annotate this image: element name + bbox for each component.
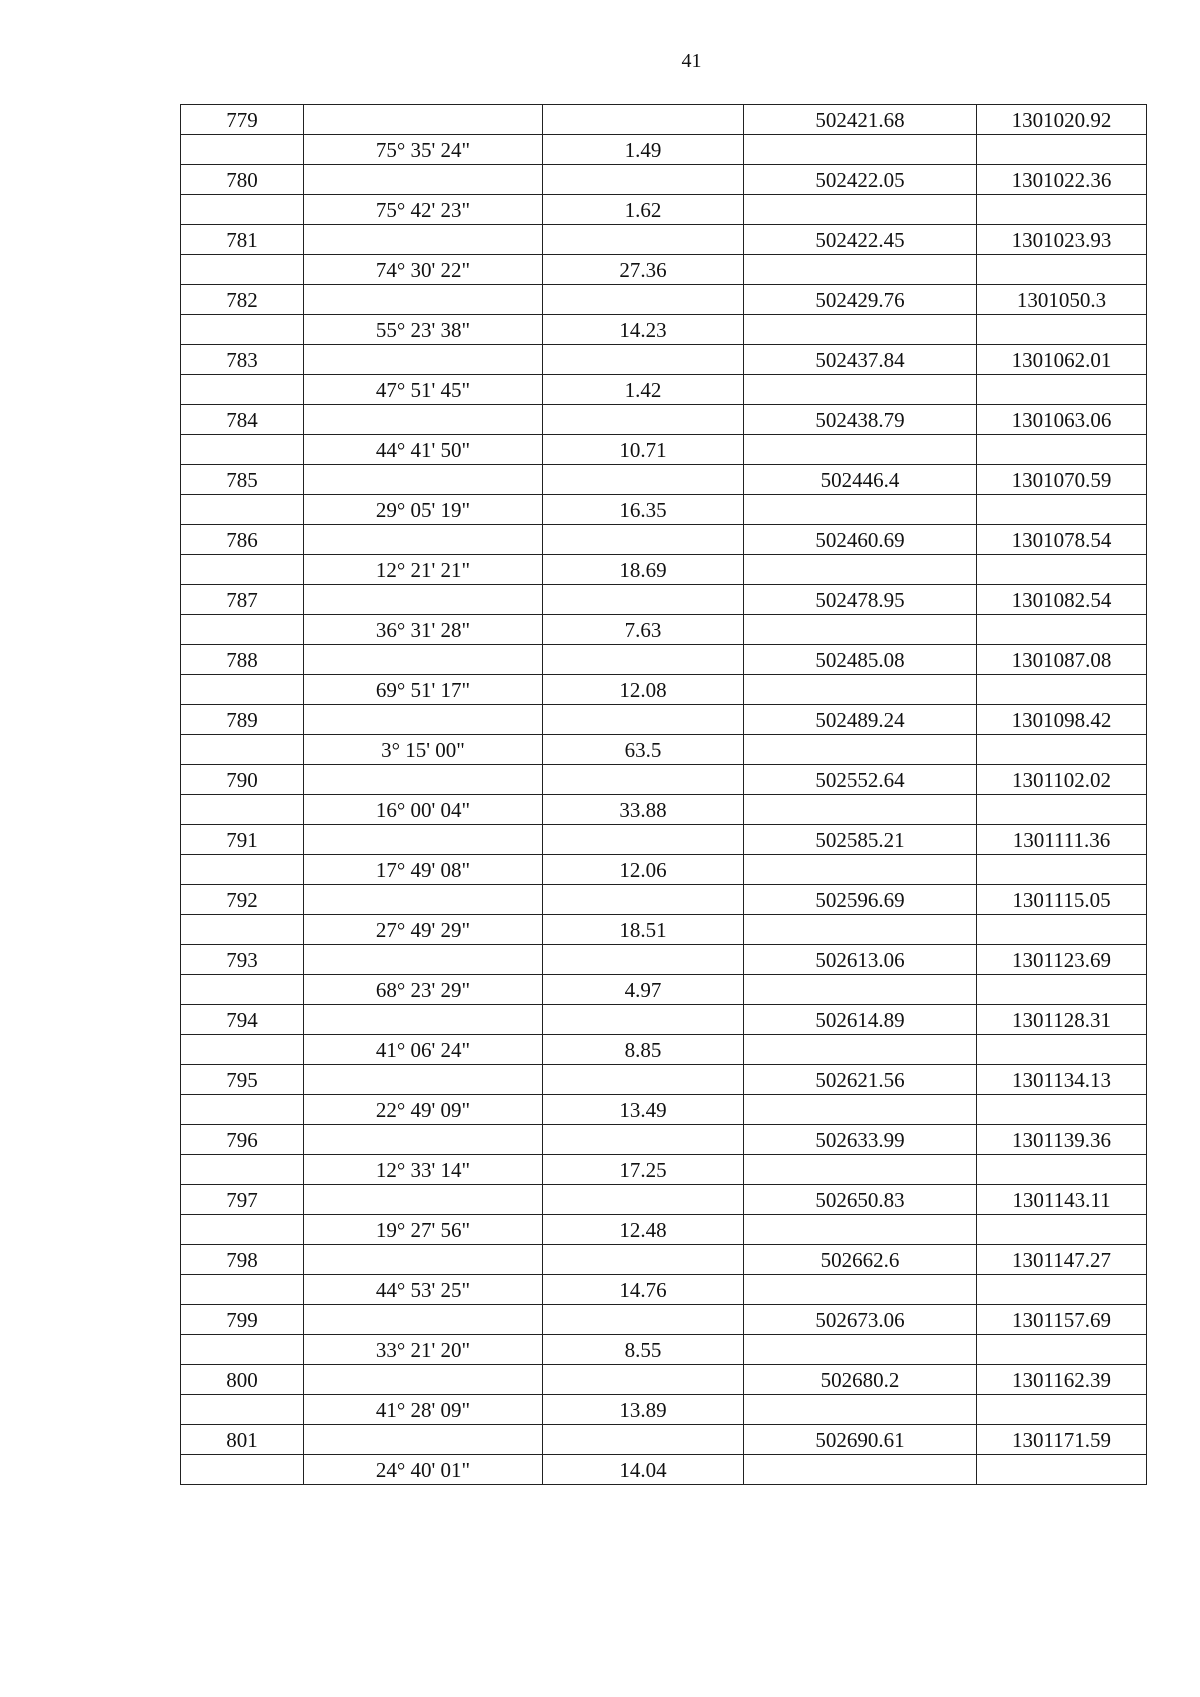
empty-cell [744, 555, 977, 585]
distance-cell: 4.97 [543, 975, 744, 1005]
empty-cell [304, 885, 543, 915]
point-number-cell: 782 [181, 285, 304, 315]
point-number-cell: 797 [181, 1185, 304, 1215]
point-number-cell: 793 [181, 945, 304, 975]
x-coordinate-cell: 502422.05 [744, 165, 977, 195]
empty-cell [181, 495, 304, 525]
empty-cell [543, 405, 744, 435]
empty-cell [977, 735, 1147, 765]
x-coordinate-cell: 502650.83 [744, 1185, 977, 1215]
y-coordinate-cell: 1301139.36 [977, 1125, 1147, 1155]
empty-cell [543, 345, 744, 375]
empty-cell [181, 1035, 304, 1065]
x-coordinate-cell: 502460.69 [744, 525, 977, 555]
coordinates-table [180, 104, 1147, 1485]
empty-cell [181, 255, 304, 285]
empty-cell [977, 1275, 1147, 1305]
direction-angle-cell: 55° 23' 38" [304, 315, 543, 345]
direction-angle-cell: 22° 49' 09" [304, 1095, 543, 1125]
point-number-cell: 800 [181, 1365, 304, 1395]
point-number-cell: 791 [181, 825, 304, 855]
empty-cell [543, 1245, 744, 1275]
distance-cell: 12.08 [543, 675, 744, 705]
empty-cell [977, 675, 1147, 705]
empty-cell [744, 195, 977, 225]
x-coordinate-cell: 502596.69 [744, 885, 977, 915]
table-row-segment-800-801 [181, 1395, 1147, 1425]
empty-cell [304, 165, 543, 195]
table-row-point-788 [181, 645, 1147, 675]
empty-cell [181, 1155, 304, 1185]
distance-cell: 1.49 [543, 135, 744, 165]
table-row-point-795 [181, 1065, 1147, 1095]
x-coordinate-cell: 502680.2 [744, 1365, 977, 1395]
empty-cell [744, 375, 977, 405]
direction-angle-cell: 24° 40' 01" [304, 1455, 543, 1485]
direction-angle-cell: 12° 21' 21" [304, 555, 543, 585]
empty-cell [977, 195, 1147, 225]
point-number-cell: 790 [181, 765, 304, 795]
empty-cell [304, 1305, 543, 1335]
point-number-cell: 788 [181, 645, 304, 675]
empty-cell [304, 1185, 543, 1215]
direction-angle-cell: 75° 42' 23" [304, 195, 543, 225]
empty-cell [304, 1245, 543, 1275]
empty-cell [181, 615, 304, 645]
table-row-segment-797-798 [181, 1215, 1147, 1245]
distance-cell: 27.36 [543, 255, 744, 285]
empty-cell [977, 1215, 1147, 1245]
empty-cell [744, 135, 977, 165]
y-coordinate-cell: 1301078.54 [977, 525, 1147, 555]
table-row-segment-779-780 [181, 135, 1147, 165]
table-row-segment-780-781 [181, 195, 1147, 225]
empty-cell [304, 705, 543, 735]
empty-cell [977, 1155, 1147, 1185]
y-coordinate-cell: 1301128.31 [977, 1005, 1147, 1035]
empty-cell [977, 1335, 1147, 1365]
direction-angle-cell: 44° 53' 25" [304, 1275, 543, 1305]
table-row-point-786 [181, 525, 1147, 555]
empty-cell [181, 375, 304, 405]
empty-cell [977, 435, 1147, 465]
distance-cell: 14.04 [543, 1455, 744, 1485]
x-coordinate-cell: 502633.99 [744, 1125, 977, 1155]
empty-cell [304, 945, 543, 975]
empty-cell [304, 1005, 543, 1035]
x-coordinate-cell: 502690.61 [744, 1425, 977, 1455]
empty-cell [744, 1095, 977, 1125]
x-coordinate-cell: 502614.89 [744, 1005, 977, 1035]
distance-cell: 10.71 [543, 435, 744, 465]
direction-angle-cell: 74° 30' 22" [304, 255, 543, 285]
empty-cell [304, 645, 543, 675]
empty-cell [304, 1125, 543, 1155]
table-row-point-784 [181, 405, 1147, 435]
point-number-cell: 779 [181, 105, 304, 135]
point-number-cell: 801 [181, 1425, 304, 1455]
empty-cell [543, 1125, 744, 1155]
empty-cell [977, 975, 1147, 1005]
direction-angle-cell: 47° 51' 45" [304, 375, 543, 405]
distance-cell: 14.76 [543, 1275, 744, 1305]
direction-angle-cell: 19° 27' 56" [304, 1215, 543, 1245]
table-row-segment-799-800 [181, 1335, 1147, 1365]
distance-cell: 12.48 [543, 1215, 744, 1245]
table-row-segment-793-794 [181, 975, 1147, 1005]
table-row-segment-787-788 [181, 615, 1147, 645]
empty-cell [181, 735, 304, 765]
y-coordinate-cell: 1301070.59 [977, 465, 1147, 495]
direction-angle-cell: 29° 05' 19" [304, 495, 543, 525]
empty-cell [543, 645, 744, 675]
table-row-segment-781-782 [181, 255, 1147, 285]
empty-cell [543, 945, 744, 975]
x-coordinate-cell: 502438.79 [744, 405, 977, 435]
empty-cell [181, 795, 304, 825]
direction-angle-cell: 12° 33' 14" [304, 1155, 543, 1185]
empty-cell [744, 1455, 977, 1485]
y-coordinate-cell: 1301143.11 [977, 1185, 1147, 1215]
empty-cell [181, 1275, 304, 1305]
empty-cell [181, 1395, 304, 1425]
empty-cell [977, 615, 1147, 645]
table-row-segment-798-799 [181, 1275, 1147, 1305]
y-coordinate-cell: 1301023.93 [977, 225, 1147, 255]
x-coordinate-cell: 502621.56 [744, 1065, 977, 1095]
empty-cell [744, 915, 977, 945]
table-row-point-798 [181, 1245, 1147, 1275]
x-coordinate-cell: 502446.4 [744, 465, 977, 495]
table-row-point-782 [181, 285, 1147, 315]
y-coordinate-cell: 1301147.27 [977, 1245, 1147, 1275]
empty-cell [977, 1395, 1147, 1425]
empty-cell [304, 1425, 543, 1455]
direction-angle-cell: 17° 49' 08" [304, 855, 543, 885]
point-number-cell: 783 [181, 345, 304, 375]
empty-cell [744, 975, 977, 1005]
empty-cell [744, 495, 977, 525]
table-row-segment-795-796 [181, 1095, 1147, 1125]
empty-cell [744, 435, 977, 465]
direction-angle-cell: 16° 00' 04" [304, 795, 543, 825]
point-number-cell: 798 [181, 1245, 304, 1275]
point-number-cell: 784 [181, 405, 304, 435]
y-coordinate-cell: 1301050.3 [977, 285, 1147, 315]
table-row-point-779 [181, 105, 1147, 135]
empty-cell [977, 255, 1147, 285]
empty-cell [304, 465, 543, 495]
empty-cell [744, 1395, 977, 1425]
empty-cell [181, 315, 304, 345]
y-coordinate-cell: 1301098.42 [977, 705, 1147, 735]
empty-cell [304, 525, 543, 555]
y-coordinate-cell: 1301087.08 [977, 645, 1147, 675]
table-row-point-792 [181, 885, 1147, 915]
empty-cell [744, 255, 977, 285]
table-row-point-787 [181, 585, 1147, 615]
empty-cell [977, 855, 1147, 885]
table-row-point-790 [181, 765, 1147, 795]
empty-cell [543, 165, 744, 195]
x-coordinate-cell: 502429.76 [744, 285, 977, 315]
empty-cell [181, 915, 304, 945]
empty-cell [304, 105, 543, 135]
empty-cell [304, 285, 543, 315]
x-coordinate-cell: 502673.06 [744, 1305, 977, 1335]
empty-cell [543, 1425, 744, 1455]
empty-cell [977, 315, 1147, 345]
empty-cell [181, 1455, 304, 1485]
empty-cell [181, 555, 304, 585]
point-number-cell: 795 [181, 1065, 304, 1095]
empty-cell [181, 855, 304, 885]
empty-cell [543, 705, 744, 735]
empty-cell [304, 405, 543, 435]
table-row-point-789 [181, 705, 1147, 735]
x-coordinate-cell: 502552.64 [744, 765, 977, 795]
distance-cell: 17.25 [543, 1155, 744, 1185]
distance-cell: 16.35 [543, 495, 744, 525]
x-coordinate-cell: 502437.84 [744, 345, 977, 375]
empty-cell [304, 765, 543, 795]
empty-cell [977, 795, 1147, 825]
empty-cell [744, 735, 977, 765]
point-number-cell: 799 [181, 1305, 304, 1335]
direction-angle-cell: 3° 15' 00" [304, 735, 543, 765]
empty-cell [977, 915, 1147, 945]
direction-angle-cell: 41° 06' 24" [304, 1035, 543, 1065]
distance-cell: 63.5 [543, 735, 744, 765]
distance-cell: 1.42 [543, 375, 744, 405]
empty-cell [181, 1335, 304, 1365]
empty-cell [744, 1215, 977, 1245]
empty-cell [977, 1035, 1147, 1065]
empty-cell [304, 1065, 543, 1095]
empty-cell [304, 225, 543, 255]
empty-cell [977, 495, 1147, 525]
y-coordinate-cell: 1301020.92 [977, 105, 1147, 135]
table-row-point-783 [181, 345, 1147, 375]
empty-cell [543, 1365, 744, 1395]
direction-angle-cell: 33° 21' 20" [304, 1335, 543, 1365]
empty-cell [744, 1335, 977, 1365]
direction-angle-cell: 69° 51' 17" [304, 675, 543, 705]
distance-cell: 12.06 [543, 855, 744, 885]
empty-cell [543, 825, 744, 855]
empty-cell [744, 855, 977, 885]
empty-cell [304, 585, 543, 615]
empty-cell [744, 1275, 977, 1305]
point-number-cell: 787 [181, 585, 304, 615]
y-coordinate-cell: 1301062.01 [977, 345, 1147, 375]
direction-angle-cell: 41° 28' 09" [304, 1395, 543, 1425]
empty-cell [543, 525, 744, 555]
empty-cell [304, 1365, 543, 1395]
table-row-point-797 [181, 1185, 1147, 1215]
empty-cell [181, 195, 304, 225]
empty-cell [543, 765, 744, 795]
x-coordinate-cell: 502478.95 [744, 585, 977, 615]
empty-cell [977, 375, 1147, 405]
table-row-segment-784-785 [181, 435, 1147, 465]
y-coordinate-cell: 1301063.06 [977, 405, 1147, 435]
empty-cell [744, 615, 977, 645]
empty-cell [543, 1185, 744, 1215]
table-row-segment-792-793 [181, 915, 1147, 945]
table-body [181, 105, 1147, 1485]
point-number-cell: 796 [181, 1125, 304, 1155]
table-row-segment-789-790 [181, 735, 1147, 765]
y-coordinate-cell: 1301082.54 [977, 585, 1147, 615]
table-row-point-785 [181, 465, 1147, 495]
empty-cell [744, 795, 977, 825]
distance-cell: 8.55 [543, 1335, 744, 1365]
table-row-segment-785-786 [181, 495, 1147, 525]
empty-cell [543, 885, 744, 915]
empty-cell [543, 285, 744, 315]
table-row-point-800 [181, 1365, 1147, 1395]
point-number-cell: 792 [181, 885, 304, 915]
x-coordinate-cell: 502662.6 [744, 1245, 977, 1275]
distance-cell: 14.23 [543, 315, 744, 345]
table-row-point-793 [181, 945, 1147, 975]
empty-cell [977, 555, 1147, 585]
page-number: 41 [681, 50, 702, 72]
empty-cell [744, 1035, 977, 1065]
direction-angle-cell: 36° 31' 28" [304, 615, 543, 645]
y-coordinate-cell: 1301115.05 [977, 885, 1147, 915]
empty-cell [744, 675, 977, 705]
x-coordinate-cell: 502421.68 [744, 105, 977, 135]
point-number-cell: 781 [181, 225, 304, 255]
empty-cell [977, 1095, 1147, 1125]
y-coordinate-cell: 1301123.69 [977, 945, 1147, 975]
x-coordinate-cell: 502422.45 [744, 225, 977, 255]
empty-cell [181, 675, 304, 705]
distance-cell: 18.69 [543, 555, 744, 585]
empty-cell [543, 585, 744, 615]
y-coordinate-cell: 1301157.69 [977, 1305, 1147, 1335]
table-row-point-796 [181, 1125, 1147, 1155]
empty-cell [181, 975, 304, 1005]
distance-cell: 13.49 [543, 1095, 744, 1125]
empty-cell [977, 135, 1147, 165]
table-row-point-799 [181, 1305, 1147, 1335]
point-number-cell: 780 [181, 165, 304, 195]
table-row-segment-788-789 [181, 675, 1147, 705]
empty-cell [543, 225, 744, 255]
table-row-point-801 [181, 1425, 1147, 1455]
table-row-segment-794-795 [181, 1035, 1147, 1065]
point-number-cell: 794 [181, 1005, 304, 1035]
distance-cell: 13.89 [543, 1395, 744, 1425]
direction-angle-cell: 68° 23' 29" [304, 975, 543, 1005]
empty-cell [543, 1005, 744, 1035]
y-coordinate-cell: 1301111.36 [977, 825, 1147, 855]
table-row-segment-796-797 [181, 1155, 1147, 1185]
empty-cell [181, 135, 304, 165]
distance-cell: 18.51 [543, 915, 744, 945]
table-row-point-794 [181, 1005, 1147, 1035]
empty-cell [181, 1095, 304, 1125]
empty-cell [543, 1305, 744, 1335]
table-row-segment-782-783 [181, 315, 1147, 345]
direction-angle-cell: 27° 49' 29" [304, 915, 543, 945]
empty-cell [977, 1455, 1147, 1485]
table-row-segment-791-792 [181, 855, 1147, 885]
distance-cell: 8.85 [543, 1035, 744, 1065]
point-number-cell: 786 [181, 525, 304, 555]
table-row-point-780 [181, 165, 1147, 195]
x-coordinate-cell: 502489.24 [744, 705, 977, 735]
empty-cell [543, 1065, 744, 1095]
distance-cell: 7.63 [543, 615, 744, 645]
empty-cell [181, 1215, 304, 1245]
table-row-segment-790-791 [181, 795, 1147, 825]
table-row-segment-783-784 [181, 375, 1147, 405]
table-row-segment-786-787 [181, 555, 1147, 585]
x-coordinate-cell: 502613.06 [744, 945, 977, 975]
y-coordinate-cell: 1301022.36 [977, 165, 1147, 195]
direction-angle-cell: 44° 41' 50" [304, 435, 543, 465]
table-row-point-791 [181, 825, 1147, 855]
empty-cell [543, 105, 744, 135]
x-coordinate-cell: 502585.21 [744, 825, 977, 855]
distance-cell: 33.88 [543, 795, 744, 825]
point-number-cell: 785 [181, 465, 304, 495]
empty-cell [744, 315, 977, 345]
empty-cell [181, 435, 304, 465]
y-coordinate-cell: 1301162.39 [977, 1365, 1147, 1395]
empty-cell [744, 1155, 977, 1185]
point-number-cell: 789 [181, 705, 304, 735]
y-coordinate-cell: 1301102.02 [977, 765, 1147, 795]
table-row-segment-801-next [181, 1455, 1147, 1485]
y-coordinate-cell: 1301134.13 [977, 1065, 1147, 1095]
distance-cell: 1.62 [543, 195, 744, 225]
empty-cell [304, 825, 543, 855]
empty-cell [304, 345, 543, 375]
table-row-point-781 [181, 225, 1147, 255]
y-coordinate-cell: 1301171.59 [977, 1425, 1147, 1455]
direction-angle-cell: 75° 35' 24" [304, 135, 543, 165]
x-coordinate-cell: 502485.08 [744, 645, 977, 675]
empty-cell [543, 465, 744, 495]
